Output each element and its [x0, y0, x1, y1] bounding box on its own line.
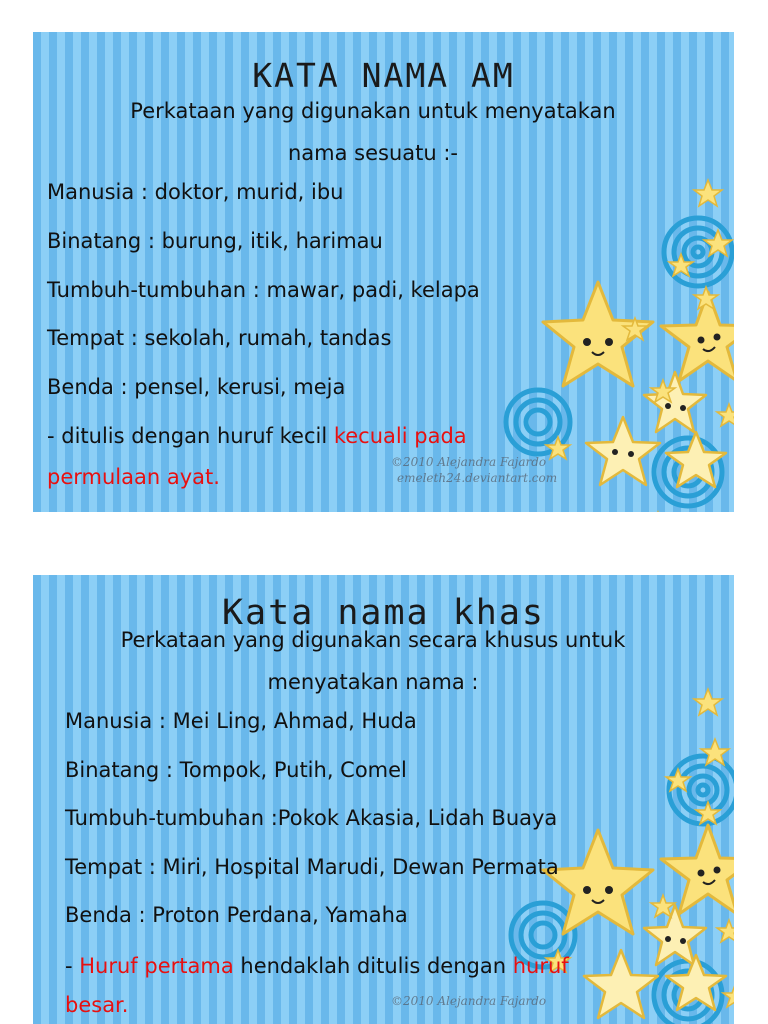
example-row-binatang: Binatang : Tompok, Putih, Comel [65, 758, 407, 782]
watermark [391, 993, 546, 1009]
example-row-tumbuhan: Tumbuh-tumbuhan :Pokok Akasia, Lidah Buaya [65, 806, 558, 830]
intro-line: nama sesuatu :- [287, 141, 459, 165]
example-row-tumbuhan: Tumbuh-tumbuhan : mawar, padi, kelapa [47, 278, 480, 302]
card-kata-nama-khas [33, 575, 734, 1024]
rule-note [47, 424, 467, 448]
rule-note-highlight: besar. [65, 993, 129, 1017]
kawaii-face-icon [661, 825, 734, 914]
example-row-manusia: Manusia : Mei Ling, Ahmad, Huda [65, 709, 417, 733]
watermark-line: ©2010 Alejandra Fajardo [391, 455, 547, 469]
kawaii-face-icon [661, 292, 734, 381]
example-row-binatang: Binatang : burung, itik, harimau [47, 229, 383, 253]
example-row-benda: Benda : pensel, kerusi, meja [47, 375, 346, 399]
rule-note-continued [47, 465, 220, 489]
rule-note-text: hendaklah ditulis dengan [233, 954, 513, 978]
intro-line: menyatakan nama : [267, 670, 479, 694]
example-row-manusia: Manusia : doktor, murid, ibu [47, 180, 344, 204]
example-row-tempat: Tempat : sekolah, rumah, tandas [47, 326, 392, 350]
rule-note-highlight: huruf [512, 954, 569, 978]
rule-note-text: - ditulis dengan huruf kecil [47, 424, 334, 448]
rule-note-text: - [65, 954, 80, 978]
rule-note-highlight: kecuali pada [333, 424, 467, 448]
rule-note-highlight: permulaan ayat. [47, 465, 220, 489]
example-row-tempat: Tempat : Miri, Hospital Marudi, Dewan Permata [65, 855, 559, 879]
watermark [391, 454, 557, 486]
intro-line: Perkataan yang digunakan secara khusus untuk [120, 628, 626, 652]
kawaii-face-icon [584, 950, 658, 1018]
kawaii-face-icon [586, 417, 660, 485]
card-title: Kata nama khas [221, 593, 545, 633]
watermark-line: emeleth24.deviantart.com [397, 471, 558, 485]
card-kata-nama-am [33, 32, 734, 512]
kawaii-face-icon [644, 372, 706, 432]
rule-note-highlight: Huruf pertama [79, 954, 234, 978]
rule-note-continued [65, 993, 128, 1017]
rule-note [65, 954, 569, 978]
watermark-line: ©2010 Alejandra Fajardo [391, 994, 547, 1008]
intro-line: Perkataan yang digunakan untuk menyatakan [130, 99, 616, 123]
card-title: KATA NAMA AM [252, 56, 515, 95]
example-row-benda: Benda : Proton Perdana, Yamaha [65, 903, 408, 927]
